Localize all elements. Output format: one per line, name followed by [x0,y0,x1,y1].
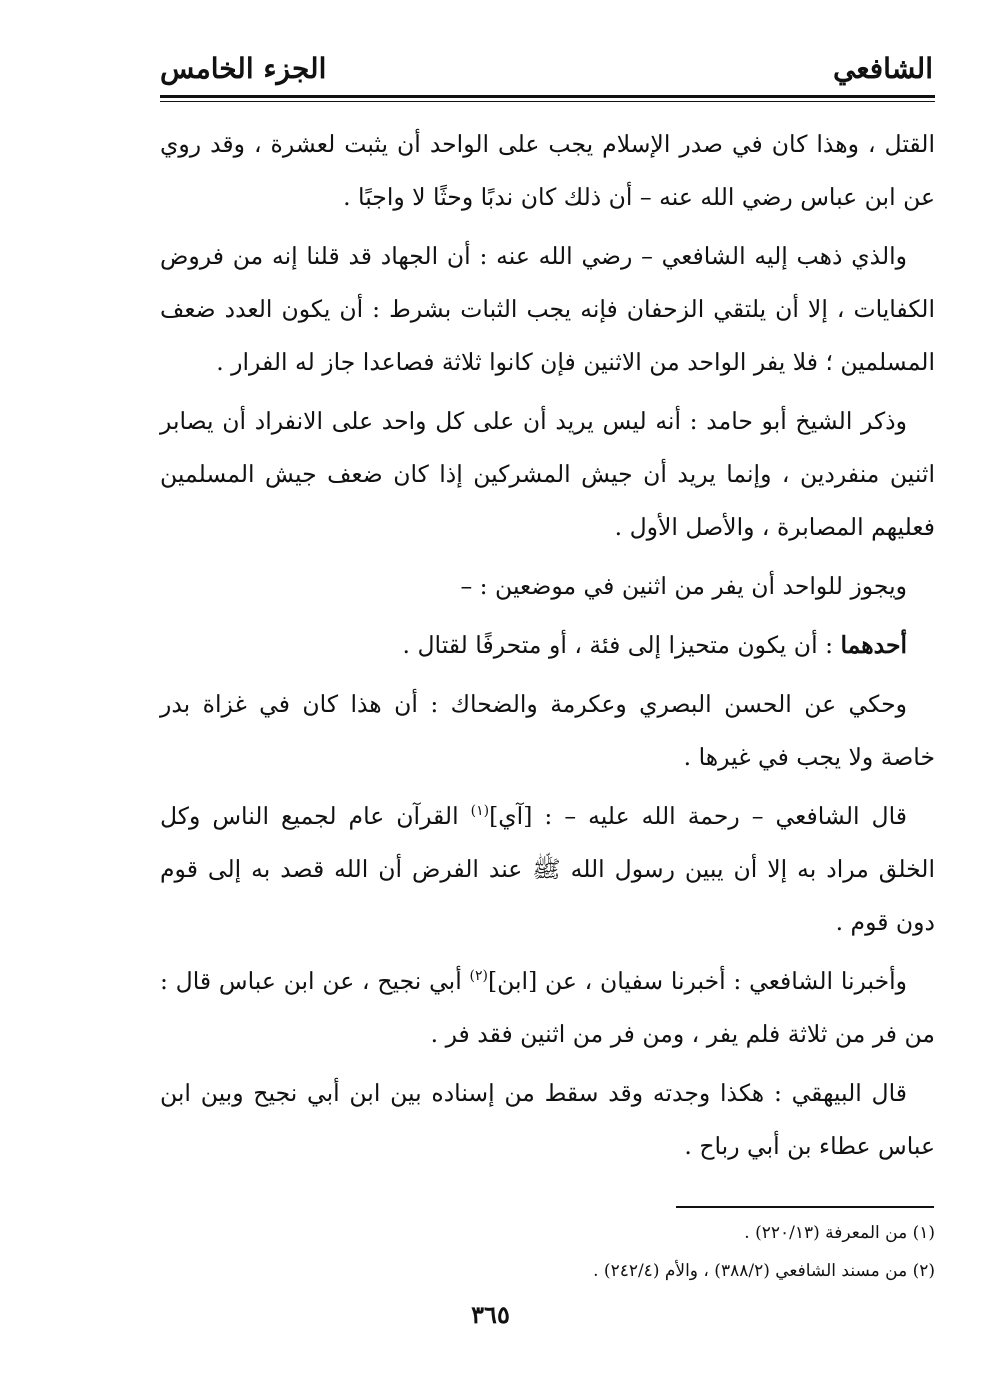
paragraph-8-pre: وأخبرنا الشافعي : أخبرنا سفيان ، عن [ابن] [487,967,907,995]
book-title: الشافعي [832,52,933,85]
paragraph-5 [160,619,935,672]
header-rule-thin [160,101,935,102]
paragraph-8 [160,955,935,1061]
header-rule-thick [160,95,935,98]
footnote-ref-2: (٢) [469,968,488,985]
paragraph-7 [160,790,935,949]
footnote-ref-1: (١) [470,803,490,820]
paragraph-7-post: القرآن عام لجميع الناس وكل الخلق مراد به إلا أن يبين رسول الله ﷺ عند الفرض أن الله قصد به إلى قوم دون قوم . [160,802,935,936]
main-text [160,118,935,1179]
paragraph-1: القتل ، وهذا كان في صدر الإسلام يجب على الواحد أن يثبت لعشرة ، وقد روي عن ابن عباس رضي الله عنه – أن ذلك كان ندبًا وحثًا لا واجبًا . [160,130,935,211]
footnote-2: (٢) من مسند الشافعي (٣٨٨/٢) ، والأم (٢٤٢/٤) . [593,1261,935,1281]
paragraph-2: والذي ذهب إليه الشافعي – رضي الله عنه : أن الجهاد قد قلنا إنه من فروض الكفايات ، إلا أن يلتقي الزحفان فإنه يجب الثبات بشرط : أن يكون العدد ضعف المسلمين ؛ فلا يفر الواحد من الاثنين فإن كانوا ثلاثة فصاعدا جاز له الفرار . [160,242,935,376]
paragraph-3: وذكر الشيخ أبو حامد : أنه ليس يريد أن على كل واحد على الانفراد أن يصابر اثنين منفردين ، وإنما يريد أن جيش المشركين إذا كان ضعف جيش المسلمين فعليهم المصابرة ، والأصل الأول . [160,407,935,541]
running-header [160,52,933,92]
paragraph-8-post: أبي نجيح ، عن ابن عباس قال : من فر من ثلاثة فلم يفر ، ومن فر من اثنين فقد فر . [160,967,935,1048]
page-number: ٣٦٥ [471,1300,510,1329]
volume-title: الجزء الخامس [160,52,327,85]
paragraph-9: قال البيهقي : هكذا وجدته وقد سقط من إسناده بين ابن أبي نجيح وبين ابن عباس عطاء بن أبي رباح . [160,1079,935,1160]
paragraph-5-text: : أن يكون متحيزا إلى فئة ، أو متحرفًا لقتال . [402,631,841,659]
footnotes [160,1214,935,1290]
footnote-separator [676,1206,934,1208]
paragraph-7-pre: قال الشافعي – رحمة الله عليه – : [آي] [489,802,907,830]
bold-lead-word: أحدهما [840,631,907,659]
paragraph-4: ويجوز للواحد أن يفر من اثنين في موضعين : – [460,572,907,600]
paragraph-6: وحكي عن الحسن البصري وعكرمة والضحاك : أن هذا كان في غزاة بدر خاصة ولا يجب في غيرها . [160,690,935,771]
footnote-1: (١) من المعرفة (٢٢٠/١٣) . [744,1223,935,1243]
